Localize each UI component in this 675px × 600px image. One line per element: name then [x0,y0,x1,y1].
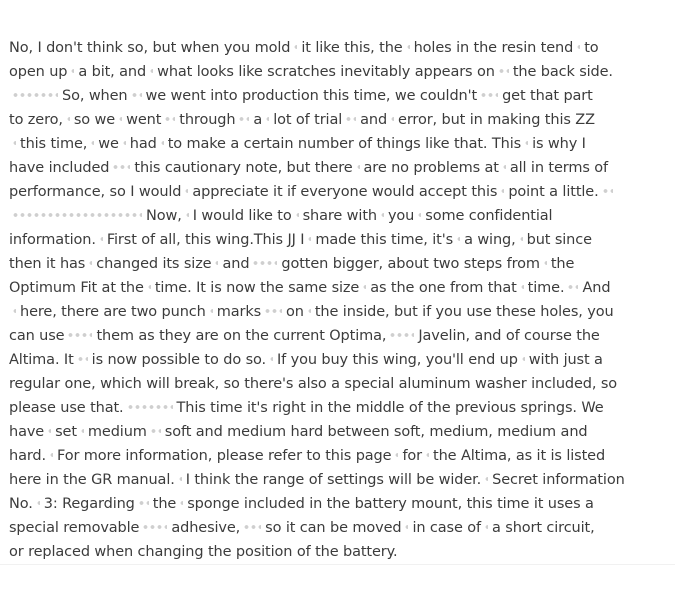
transcript-segment: the [152,496,177,512]
transcript-segment: them as they are on the current Optima, [96,328,387,344]
pause-marker [480,93,498,97]
transcript-segment: So, when [62,88,128,104]
pause-marker [127,405,173,409]
transcript-segment: some confidential [425,208,553,224]
transcript-segment: through [179,112,236,128]
transcript-segment: appreciate it if everyone would accept this [192,184,498,200]
transcript-segment: a short circuit, [492,520,595,536]
pause-marker [88,261,92,265]
transcript-segment: all in terms of [509,160,609,176]
transcript-segment: And [582,280,611,296]
pause-marker [356,165,360,169]
pause-marker [142,525,167,529]
transcript-segment: information. [9,232,96,248]
transcript-segment: For more information, please refer to this page [57,448,392,464]
transcript-segment: point a little. [508,184,599,200]
pause-marker [521,357,525,361]
transcript-segment: Javelin, and of course the [418,328,600,344]
pause-marker [265,117,269,121]
transcript-segment: First of all, this wing.This JJ I [106,232,305,248]
transcript-line [9,228,674,252]
pause-marker [12,309,16,313]
pause-marker [293,45,297,49]
transcript-line [9,492,674,516]
transcript-segment: are no problems at [363,160,499,176]
transcript-segment: this time, [20,136,88,152]
transcript-segment: the inside, but if you use these holes, you [314,304,614,320]
transcript-segment: Altima. It [9,352,74,368]
pause-marker [70,69,74,73]
transcript-segment: the back side. [512,64,613,80]
pause-marker [524,141,528,145]
pause-marker [576,45,580,49]
transcript-segment: we went into production this time, we couldn't [145,88,478,104]
transcript-line [9,36,674,60]
pause-marker [12,213,142,217]
pause-marker [160,141,164,145]
pause-marker [362,285,366,289]
transcript-segment: I would like to [192,208,292,224]
transcript-segment: can use [9,328,65,344]
transcript-line [9,60,674,84]
pause-marker [99,237,103,241]
transcript-line [9,540,674,564]
pause-marker [138,501,149,505]
transcript-line [9,84,674,108]
transcript-line [9,204,674,228]
transcript-segment: hard. [9,448,46,464]
transcript-segment: performance, so I would [9,184,182,200]
pause-marker [149,69,153,73]
pause-marker [90,141,94,145]
pause-marker [500,189,504,193]
transcript-segment: have [9,424,45,440]
transcript-segment: we [98,136,119,152]
transcript-segment: or replaced when changing the position of the battery. [9,544,398,560]
transcript-segment: it like this, the [301,40,403,56]
pause-marker [394,453,398,457]
transcript-text [9,36,674,564]
transcript-segment: is now possible to do so. [91,352,266,368]
transcript-line [9,348,674,372]
transcript-segment: medium [87,424,147,440]
pause-marker [520,285,524,289]
transcript-segment: Secret information [492,472,625,488]
pause-marker [147,285,151,289]
divider [0,564,675,565]
pause-marker [209,309,213,313]
transcript-segment: what looks like scratches inevitably appears on [157,64,495,80]
pause-marker [150,429,161,433]
transcript-segment: in case of [412,520,482,536]
pause-marker [602,189,613,193]
transcript-line [9,420,674,444]
transcript-segment: here, there are two punch [20,304,206,320]
transcript-segment: so it can be moved [265,520,402,536]
transcript-segment: so we [73,112,116,128]
transcript-segment: set [55,424,77,440]
transcript-segment: 3: Regarding [43,496,135,512]
transcript-segment: on [286,304,304,320]
transcript-line [9,444,674,468]
transcript-segment: went [126,112,162,128]
transcript-segment: please use that. [9,400,124,416]
pause-marker [164,117,175,121]
transcript-segment: lot of trial [273,112,343,128]
pause-marker [238,117,249,121]
transcript-line [9,180,674,204]
transcript-segment: get that part [502,88,593,104]
pause-marker [77,357,88,361]
transcript-segment: time. It is now the same size [154,280,360,296]
transcript-segment: No. [9,496,33,512]
transcript-segment: a [253,112,263,128]
transcript-segment: No, I don't think so, but when you mold [9,40,291,56]
transcript-segment: this cautionary note, but there [134,160,353,176]
transcript-line [9,276,674,300]
pause-marker [567,285,578,289]
pause-marker [307,309,311,313]
transcript-segment: soft and medium hard between soft, medium, medium and [164,424,588,440]
pause-marker [131,93,142,97]
pause-marker [295,213,299,217]
pause-marker [178,477,182,481]
pause-marker [269,357,273,361]
pause-marker [406,45,410,49]
transcript-segment: changed its size [96,256,212,272]
transcript-segment: with just a [528,352,603,368]
transcript-segment: the [550,256,575,272]
transcript-line [9,156,674,180]
pause-marker [417,213,421,217]
pause-marker [502,165,506,169]
transcript-line [9,300,674,324]
transcript-segment: then it has [9,256,86,272]
transcript-segment: and [360,112,388,128]
transcript-segment: marks [216,304,262,320]
pause-marker [389,333,414,337]
pause-marker [380,213,384,217]
transcript-segment: open up [9,64,68,80]
pause-marker [49,453,53,457]
transcript-segment: made this time, it's [315,232,454,248]
transcript-segment: as the one from that [370,280,517,296]
transcript-segment: share with [302,208,377,224]
transcript-line [9,132,674,156]
transcript-line [9,252,674,276]
pause-marker [12,141,16,145]
pause-marker [118,117,122,121]
transcript-segment: sponge included in the battery mount, this time it uses a [187,496,594,512]
transcript-segment: If you buy this wing, you'll end up [276,352,518,368]
transcript-segment: and [222,256,250,272]
transcript-segment: I think the range of settings will be wider. [185,472,482,488]
pause-marker [404,525,408,529]
transcript-segment: time. [527,280,565,296]
pause-marker [543,261,547,265]
transcript-line [9,324,674,348]
transcript-segment: a bit, and [78,64,147,80]
transcript-segment: Optimum Fit at the [9,280,144,296]
transcript-line [9,372,674,396]
transcript-segment: gotten bigger, about two steps from [281,256,540,272]
pause-marker [252,261,277,265]
transcript-segment: special removable [9,520,140,536]
transcript-segment: error, but in making this ZZ [398,112,595,128]
pause-marker [184,189,188,193]
pause-marker [112,165,130,169]
transcript-line [9,516,674,540]
transcript-line [9,396,674,420]
pause-marker [307,237,311,241]
transcript-line [9,108,674,132]
transcript-segment: the Altima, as it is listed [433,448,606,464]
transcript-segment: Now, [146,208,182,224]
transcript-segment: adhesive, [171,520,241,536]
transcript-segment: a wing, [464,232,516,248]
pause-marker [243,525,261,529]
transcript-segment: to [584,40,599,56]
pause-marker [498,69,509,73]
transcript-segment: holes in the resin tend [413,40,574,56]
pause-marker [484,477,488,481]
transcript-segment: This time it's right in the middle of the previous springs. We [176,400,604,416]
pause-marker [456,237,460,241]
transcript-line [9,468,674,492]
pause-marker [47,429,51,433]
transcript-segment: have included [9,160,110,176]
transcript-segment: you [387,208,415,224]
pause-marker [67,333,92,337]
transcript-segment: regular one, which will break, so there's also a special aluminum washer included, so [9,376,618,392]
pause-marker [519,237,523,241]
transcript-segment: had [129,136,157,152]
transcript-segment: for [402,448,423,464]
pause-marker [80,429,84,433]
pause-marker [345,117,356,121]
transcript-segment: here in the GR manual. [9,472,175,488]
pause-marker [390,117,394,121]
transcript-segment: is why I [532,136,586,152]
transcript-segment: to zero, [9,112,63,128]
pause-marker [484,525,488,529]
pause-marker [179,501,183,505]
transcript-segment: to make a certain number of things like that. This [167,136,522,152]
pause-marker [425,453,429,457]
transcript-segment: but since [526,232,592,248]
pause-marker [214,261,218,265]
pause-marker [264,309,282,313]
pause-marker [36,501,40,505]
pause-marker [185,213,189,217]
pause-marker [12,93,58,97]
pause-marker [122,141,126,145]
pause-marker [66,117,70,121]
